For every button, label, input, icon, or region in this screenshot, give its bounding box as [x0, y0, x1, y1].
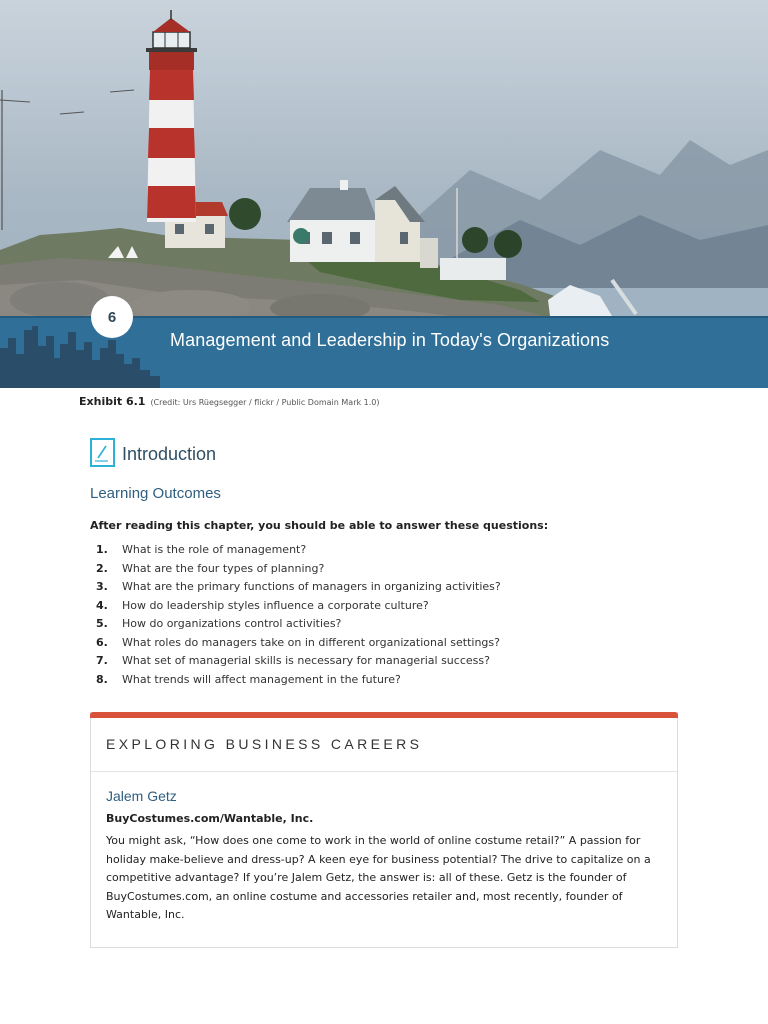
list-item: 3. What are the primary functions of managers in organizing activities? — [96, 580, 501, 593]
list-item: 4. How do leadership styles influence a corporate culture? — [96, 598, 429, 612]
exhibit-credit: (Credit: Urs Rüegsegger / flickr / Public Domain Mark 1.0) — [150, 398, 380, 407]
list-item: 5. How do organizations control activities? — [96, 617, 342, 630]
list-item: 8. What trends will affect management in the future? — [96, 672, 401, 686]
exhibit-caption — [79, 395, 380, 408]
list-item: 7. What set of managerial skills is necessary for managerial success? — [96, 654, 490, 667]
chapter-title: Management and Leadership in Today's Organizations — [170, 330, 610, 350]
learning-outcomes-list — [96, 541, 501, 689]
feature-accent-bar — [90, 712, 678, 718]
feature-heading: EXPLORING BUSINESS CAREERS — [106, 736, 423, 752]
learning-outcomes-lead: After reading this chapter, you should be able to answer these questions: — [90, 519, 549, 532]
chapter-number-badge: 6 — [91, 296, 133, 338]
feature-person-name: Jalem Getz — [106, 788, 177, 804]
city-skyline-graphic — [0, 318, 170, 388]
pencil-icon — [90, 438, 115, 467]
hero-photo — [0, 0, 768, 320]
feature-body-text: You might ask, “How does one come to work in the world of online costume retail?” A passion for holiday make-believe and dress-up? A keen eye for business potential? The drive to capitalize on a competitive advantage? If you’re Jalem Getz, the answer is: all of these. Getz is the founder of BuyCostumes.com, an online costume and accessories retailer and, most recently, founder of Wantable, Inc. — [106, 834, 651, 921]
list-item: 2. What are the four types of planning? — [96, 561, 325, 575]
list-item: 6. What roles do managers take on in different organizational settings? — [96, 635, 500, 649]
exhibit-label: Exhibit 6.1 — [79, 395, 146, 408]
feature-company: BuyCostumes.com/Wantable, Inc. — [106, 812, 314, 825]
feature-divider — [91, 771, 677, 772]
list-item: 1. What is the role of management? — [96, 543, 307, 556]
section-title-introduction: Introduction — [122, 444, 217, 464]
lighthouse-scene-illustration — [0, 0, 768, 320]
learning-outcomes-title: Learning Outcomes — [90, 485, 221, 502]
